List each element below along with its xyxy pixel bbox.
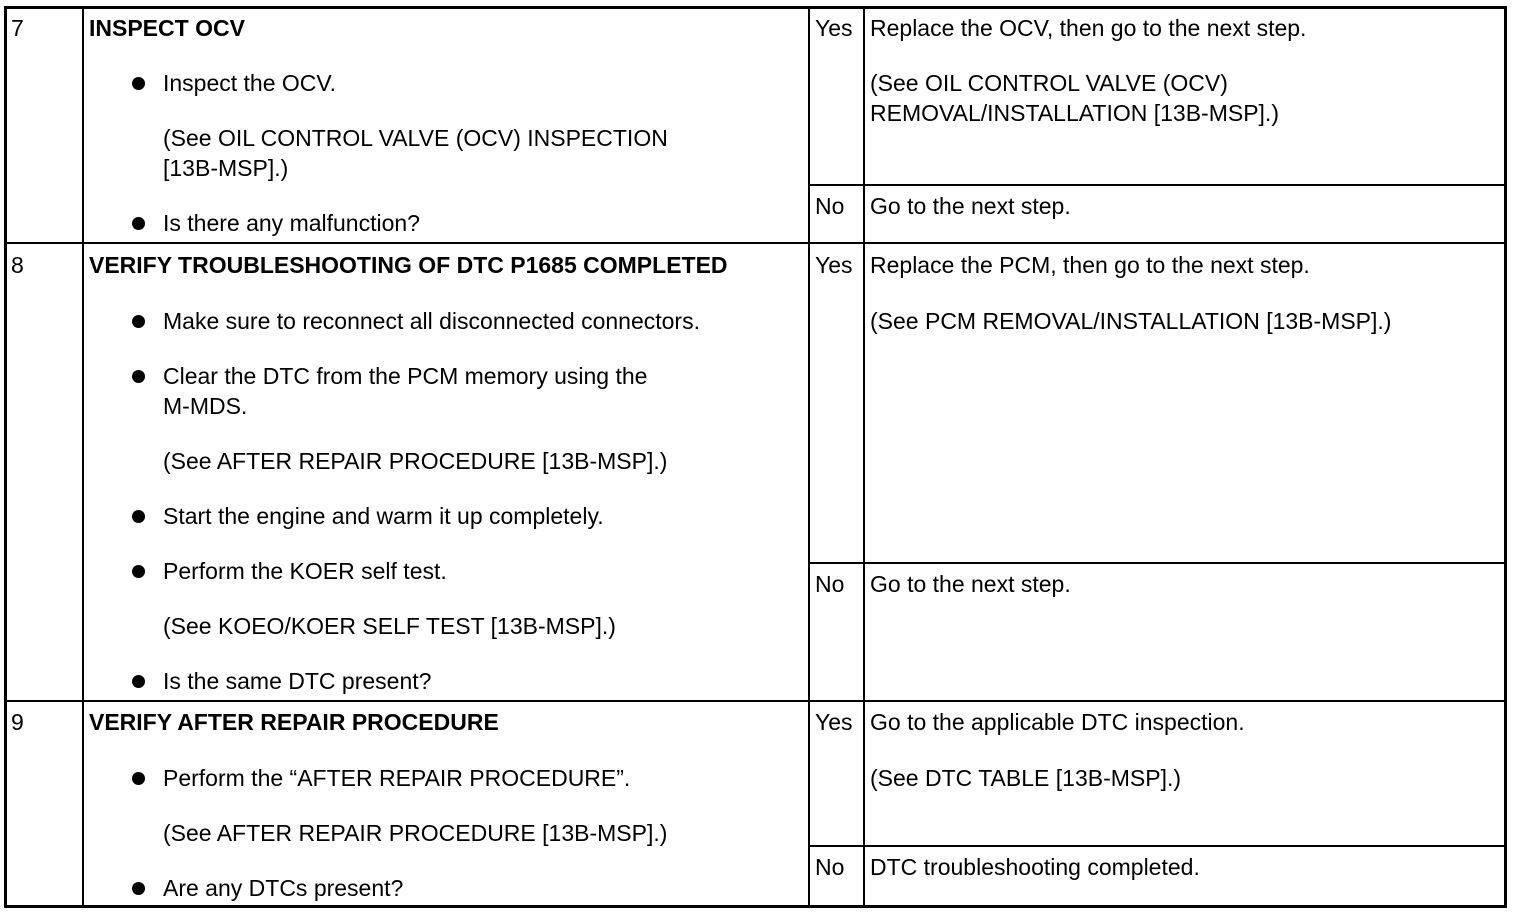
column-divider-result: [863, 6, 865, 908]
reference-text: (See AFTER REPAIR PROCEDURE [13B-MSP].): [163, 448, 668, 474]
instruction-text: Perform the KOER self test.: [163, 558, 447, 584]
step-number: 7: [11, 15, 24, 41]
instruction-text: Perform the “AFTER REPAIR PROCEDURE”.: [163, 765, 631, 791]
step-title: VERIFY AFTER REPAIR PROCEDURE: [89, 709, 499, 735]
instruction-text: M-MDS.: [163, 393, 248, 419]
bullet-icon: [132, 675, 145, 688]
column-divider-step: [82, 6, 84, 908]
yes-label: Yes: [815, 15, 853, 41]
yes-no-divider-9: [808, 845, 1507, 847]
step-title: VERIFY TROUBLESHOOTING OF DTC P1685 COMPLETED: [89, 252, 728, 278]
question-text: Are any DTCs present?: [163, 875, 404, 901]
row-divider-8-9: [4, 700, 1507, 702]
bullet-icon: [132, 882, 145, 895]
bullet-icon: [132, 565, 145, 578]
step-number: 9: [11, 709, 24, 735]
step-number: 8: [11, 252, 24, 278]
yes-label: Yes: [815, 709, 853, 735]
question-text: Is the same DTC present?: [163, 668, 432, 694]
bullet-icon: [132, 217, 145, 230]
instruction-text: Start the engine and warm it up completely.: [163, 503, 604, 529]
instruction-text: Inspect the OCV.: [163, 70, 337, 96]
no-action: DTC troubleshooting completed.: [870, 854, 1200, 880]
no-action: Go to the next step.: [870, 571, 1071, 597]
no-label: No: [815, 854, 845, 880]
no-label: No: [815, 193, 845, 219]
bullet-icon: [132, 370, 145, 383]
column-divider-inspection: [808, 6, 810, 908]
no-action: Go to the next step.: [870, 193, 1071, 219]
row-divider-7-8: [4, 242, 1507, 244]
yes-reference: (See PCM REMOVAL/INSTALLATION [13B-MSP].): [870, 308, 1392, 334]
yes-reference: REMOVAL/INSTALLATION [13B-MSP].): [870, 100, 1279, 126]
instruction-text: Make sure to reconnect all disconnected connectors.: [163, 308, 700, 334]
yes-reference: (See OIL CONTROL VALVE (OCV): [870, 70, 1228, 96]
yes-label: Yes: [815, 252, 853, 278]
bullet-icon: [132, 510, 145, 523]
yes-no-divider-7: [808, 184, 1507, 186]
yes-action: Go to the applicable DTC inspection.: [870, 709, 1245, 735]
bullet-icon: [132, 772, 145, 785]
reference-text: [13B-MSP].): [163, 155, 289, 181]
question-text: Is there any malfunction?: [163, 210, 420, 236]
reference-text: (See OIL CONTROL VALVE (OCV) INSPECTION: [163, 125, 668, 151]
instruction-text: Clear the DTC from the PCM memory using the: [163, 363, 648, 389]
yes-reference: (See DTC TABLE [13B-MSP].): [870, 765, 1182, 791]
yes-no-divider-8: [808, 562, 1507, 564]
bullet-icon: [132, 77, 145, 90]
reference-text: (See AFTER REPAIR PROCEDURE [13B-MSP].): [163, 820, 668, 846]
bullet-icon: [132, 315, 145, 328]
yes-action: Replace the OCV, then go to the next step.: [870, 15, 1307, 41]
reference-text: (See KOEO/KOER SELF TEST [13B-MSP].): [163, 613, 616, 639]
step-title: INSPECT OCV: [89, 15, 245, 41]
no-label: No: [815, 571, 845, 597]
yes-action: Replace the PCM, then go to the next step.: [870, 252, 1310, 278]
